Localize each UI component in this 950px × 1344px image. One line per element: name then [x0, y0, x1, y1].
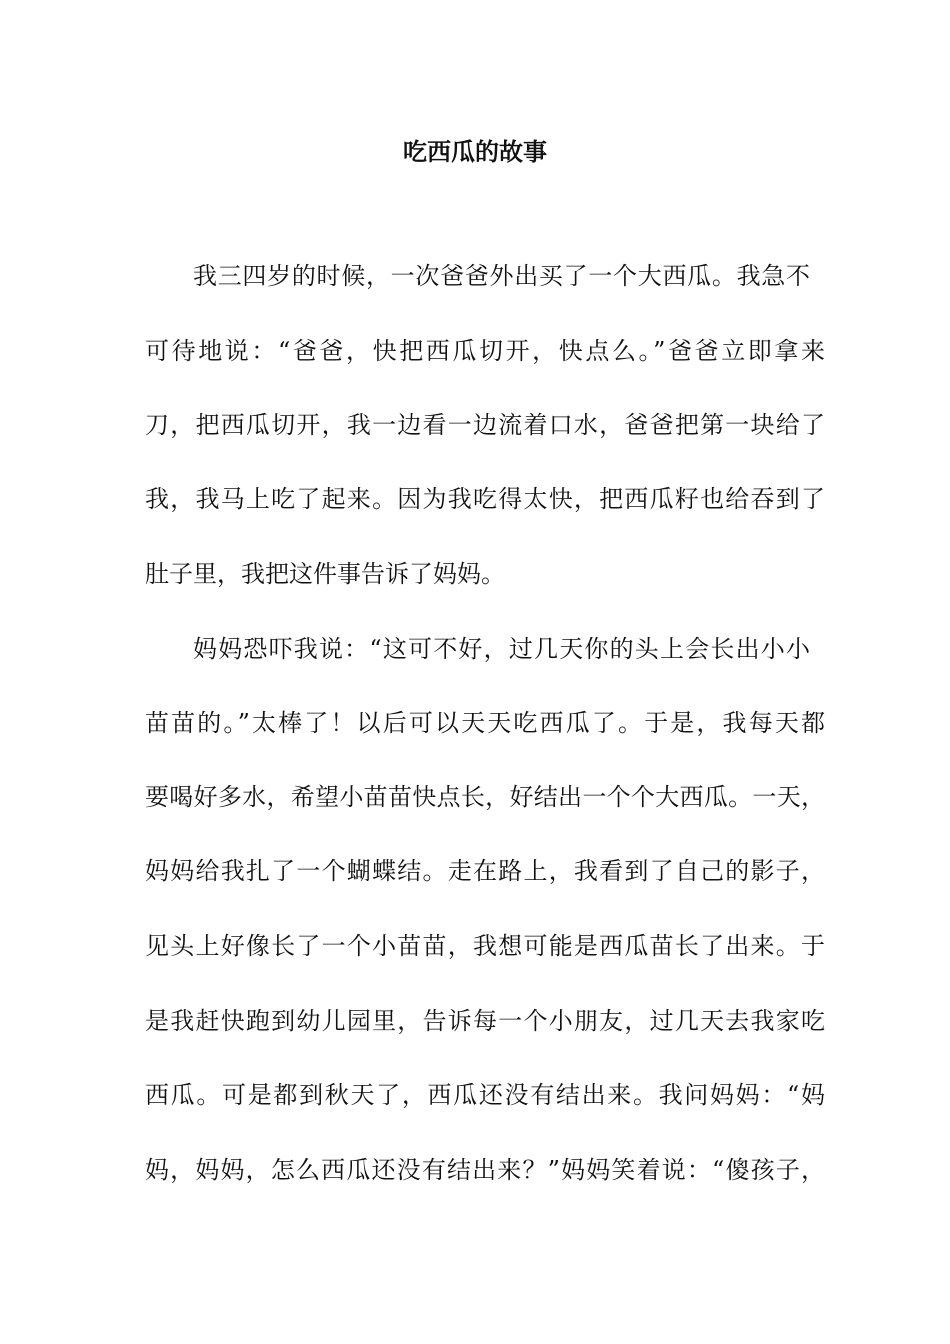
- text-line: 要喝好多水，希望小苗苗快点长，好结出一个个大西瓜。一天，: [145, 783, 825, 811]
- text-line: 西瓜。可是都到秋天了，西瓜还没有结出来。我问妈妈：“妈: [145, 1081, 825, 1109]
- text-line: 妈妈恐吓我说：“这可不好，过几天你的头上会长出小小: [193, 635, 810, 663]
- text-line: 刀，把西瓜切开，我一边看一边流着口水，爸爸把第一块给了: [145, 411, 825, 439]
- text-line: 是我赶快跑到幼儿园里，告诉每一个小朋友，过几天去我家吃: [145, 1007, 825, 1035]
- text-line: 苗苗的。”太棒了！以后可以天天吃西瓜了。于是，我每天都: [145, 709, 825, 737]
- text-line: 可待地说：“爸爸，快把西瓜切开，快点么。”爸爸立即拿来: [145, 337, 825, 365]
- text-line: 肚子里，我把这件事告诉了妈妈。: [145, 560, 505, 588]
- text-line: 我，我马上吃了起来。因为我吃得太快，把西瓜籽也给吞到了: [145, 485, 825, 513]
- text-line: 妈，妈妈，怎么西瓜还没有结出来？”妈妈笑着说：“傻孩子，: [145, 1156, 825, 1184]
- text-line: 妈妈给我扎了一个蝴蝶结。走在路上，我看到了自己的影子，: [145, 857, 825, 885]
- text-line: 我三四岁的时候，一次爸爸外出买了一个大西瓜。我急不: [193, 262, 810, 290]
- document-title: 吃西瓜的故事: [403, 137, 547, 166]
- text-line: 见头上好像长了一个小苗苗，我想可能是西瓜苗长了出来。于: [145, 932, 825, 960]
